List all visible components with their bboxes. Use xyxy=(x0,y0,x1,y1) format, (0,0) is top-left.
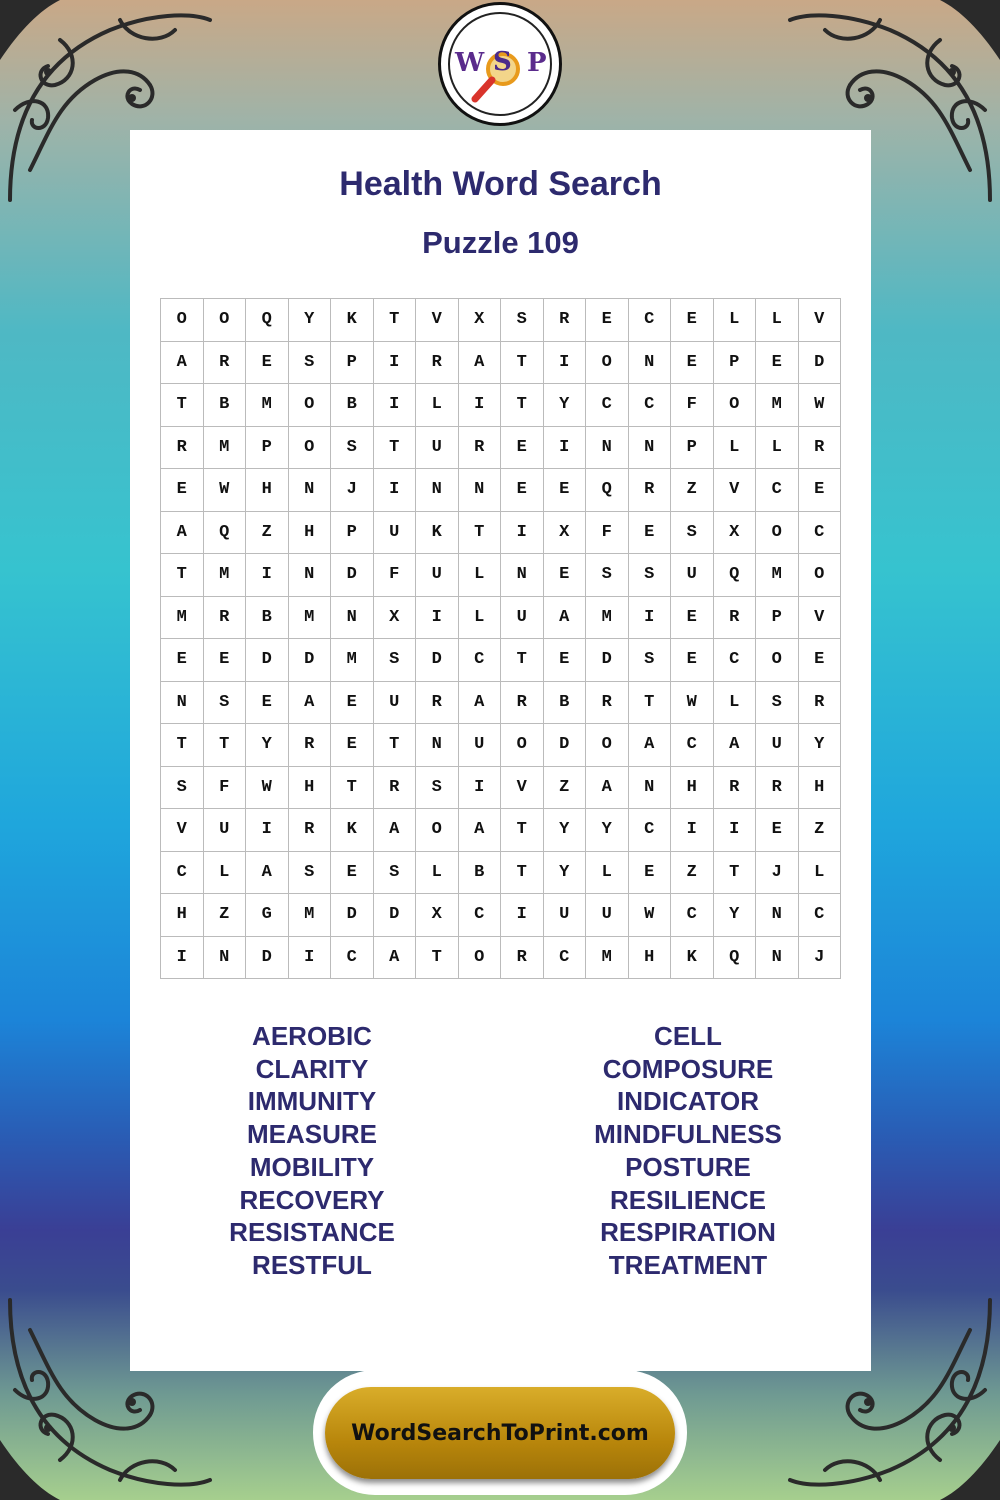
grid-cell[interactable]: T xyxy=(161,554,204,597)
grid-cell[interactable]: U xyxy=(501,597,544,640)
word-item: COMPOSURE xyxy=(602,1053,774,1084)
word-item: MEASURE xyxy=(246,1119,377,1150)
puzzle-number: Puzzle 109 xyxy=(422,225,579,260)
grid-cell[interactable]: O xyxy=(799,554,842,597)
grid-cell[interactable]: C xyxy=(629,809,672,852)
grid-cell[interactable]: A xyxy=(586,767,629,810)
grid-cell[interactable]: H xyxy=(289,767,332,810)
grid-cell[interactable]: F xyxy=(586,512,629,555)
grid-cell[interactable]: W xyxy=(629,894,672,937)
grid-cell[interactable]: I xyxy=(374,342,417,385)
grid-cell[interactable]: L xyxy=(459,597,502,640)
grid-cell[interactable]: X xyxy=(459,299,502,342)
word-item: CELL xyxy=(654,1021,722,1051)
grid-cell[interactable]: Q xyxy=(714,554,757,597)
grid-cell[interactable]: E xyxy=(501,469,544,512)
grid-cell[interactable]: C xyxy=(161,852,204,895)
grid-cell[interactable]: R xyxy=(459,427,502,470)
grid-cell[interactable]: R xyxy=(289,724,332,767)
grid-cell[interactable]: O xyxy=(756,512,799,555)
grid-cell[interactable]: I xyxy=(544,427,587,470)
grid-cell[interactable]: O xyxy=(501,724,544,767)
grid-cell[interactable]: S xyxy=(204,682,247,725)
grid-cell[interactable]: L xyxy=(586,852,629,895)
grid-cell[interactable]: M xyxy=(289,597,332,640)
grid-cell[interactable]: E xyxy=(756,342,799,385)
word-list-right xyxy=(538,1020,838,1282)
grid-cell[interactable]: U xyxy=(756,724,799,767)
grid-cell[interactable]: F xyxy=(374,554,417,597)
word-item: RESTFUL xyxy=(252,1249,372,1280)
grid-cell[interactable]: I xyxy=(459,767,502,810)
grid-cell[interactable]: C xyxy=(714,639,757,682)
grid-cell[interactable]: S xyxy=(629,639,672,682)
grid-cell[interactable]: E xyxy=(629,512,672,555)
word-item: MINDFULNESS xyxy=(594,1119,782,1150)
grid-cell[interactable]: T xyxy=(204,724,247,767)
grid-cell[interactable]: E xyxy=(544,639,587,682)
grid-cell[interactable]: E xyxy=(799,639,842,682)
grid-cell[interactable]: X xyxy=(416,894,459,937)
logo-letter-p: P xyxy=(527,48,547,78)
grid-cell[interactable]: M xyxy=(331,639,374,682)
grid-cell[interactable]: N xyxy=(501,554,544,597)
word-item: RESILIENCE xyxy=(609,1184,767,1215)
grid-cell[interactable]: F xyxy=(204,767,247,810)
grid-cell[interactable]: P xyxy=(714,342,757,385)
grid-cell[interactable]: L xyxy=(204,852,247,895)
grid-cell[interactable]: V xyxy=(799,299,842,342)
grid-cell[interactable]: R xyxy=(204,342,247,385)
grid-cell[interactable]: I xyxy=(246,554,289,597)
grid-cell[interactable]: V xyxy=(799,597,842,640)
grid-cell[interactable]: A xyxy=(544,597,587,640)
grid-cell[interactable]: K xyxy=(331,299,374,342)
grid-cell[interactable]: D xyxy=(331,554,374,597)
grid-cell[interactable]: Y xyxy=(586,809,629,852)
grid-cell[interactable]: T xyxy=(161,724,204,767)
grid-cell[interactable]: U xyxy=(544,894,587,937)
grid-cell[interactable]: W xyxy=(204,469,247,512)
grid-cell[interactable]: C xyxy=(459,894,502,937)
grid-cell[interactable]: H xyxy=(629,937,672,980)
word-list-left xyxy=(162,1020,462,1282)
grid-cell[interactable]: E xyxy=(671,342,714,385)
page-title: Health Word Search xyxy=(339,165,662,203)
grid-cell[interactable]: E xyxy=(331,852,374,895)
grid-cell[interactable]: E xyxy=(204,639,247,682)
grid-cell[interactable]: R xyxy=(289,809,332,852)
grid-cell[interactable]: O xyxy=(289,384,332,427)
grid-cell[interactable]: A xyxy=(246,852,289,895)
grid-cell[interactable]: P xyxy=(331,342,374,385)
grid-cell[interactable]: R xyxy=(714,597,757,640)
grid-cell[interactable]: U xyxy=(374,682,417,725)
grid-cell[interactable]: H xyxy=(799,767,842,810)
grid-cell[interactable]: S xyxy=(161,767,204,810)
grid-cell[interactable]: W xyxy=(799,384,842,427)
grid-cell[interactable]: P xyxy=(246,427,289,470)
grid-cell[interactable]: A xyxy=(629,724,672,767)
grid-cell[interactable]: I xyxy=(416,597,459,640)
grid-cell[interactable]: E xyxy=(586,299,629,342)
grid-cell[interactable]: I xyxy=(714,809,757,852)
grid-cell[interactable]: L xyxy=(756,427,799,470)
grid-cell[interactable]: I xyxy=(374,384,417,427)
grid-cell[interactable]: Q xyxy=(204,512,247,555)
grid-cell[interactable]: A xyxy=(374,809,417,852)
grid-cell[interactable]: C xyxy=(799,512,842,555)
grid-cell[interactable]: M xyxy=(246,384,289,427)
grid-cell[interactable]: H xyxy=(246,469,289,512)
grid-cell[interactable]: S xyxy=(629,554,672,597)
word-item: RESPIRATION xyxy=(600,1217,776,1248)
grid-cell[interactable]: G xyxy=(246,894,289,937)
grid-cell[interactable]: L xyxy=(416,384,459,427)
grid-cell[interactable]: R xyxy=(161,427,204,470)
grid-cell[interactable]: O xyxy=(586,724,629,767)
grid-cell[interactable]: R xyxy=(629,469,672,512)
grid-cell[interactable]: N xyxy=(161,682,204,725)
grid-cell[interactable]: K xyxy=(331,809,374,852)
grid-cell[interactable]: L xyxy=(799,852,842,895)
grid-cell[interactable]: A xyxy=(459,682,502,725)
grid-cell[interactable]: F xyxy=(671,384,714,427)
grid-cell[interactable]: T xyxy=(501,852,544,895)
grid-cell[interactable]: L xyxy=(714,682,757,725)
grid-cell[interactable]: E xyxy=(544,554,587,597)
grid-cell[interactable]: R xyxy=(501,937,544,980)
word-item: RESISTANCE xyxy=(229,1217,395,1248)
grid-cell[interactable]: A xyxy=(161,512,204,555)
grid-cell[interactable]: L xyxy=(459,554,502,597)
grid-cell[interactable]: N xyxy=(204,937,247,980)
grid-cell[interactable]: N xyxy=(416,724,459,767)
grid-cell[interactable]: E xyxy=(161,639,204,682)
grid-cell[interactable]: A xyxy=(714,724,757,767)
grid-cell[interactable]: W xyxy=(671,682,714,725)
grid-cell[interactable]: C xyxy=(629,384,672,427)
grid-cell[interactable]: I xyxy=(671,809,714,852)
grid-cell[interactable]: R xyxy=(416,342,459,385)
grid-cell[interactable]: J xyxy=(331,469,374,512)
grid-cell[interactable]: D xyxy=(246,639,289,682)
logo-letter-s: S xyxy=(493,47,512,77)
grid-cell[interactable]: C xyxy=(331,937,374,980)
grid-cell[interactable]: N xyxy=(756,894,799,937)
grid-cell[interactable]: E xyxy=(331,724,374,767)
grid-cell[interactable]: Y xyxy=(544,809,587,852)
grid-cell[interactable]: R xyxy=(501,682,544,725)
grid-cell[interactable]: M xyxy=(756,384,799,427)
grid-cell[interactable]: E xyxy=(161,469,204,512)
grid-cell[interactable]: O xyxy=(416,809,459,852)
grid-cell[interactable]: Y xyxy=(799,724,842,767)
word-item: INDICATOR xyxy=(616,1086,760,1117)
word-item: MOBILITY xyxy=(249,1151,375,1182)
grid-cell[interactable]: Y xyxy=(714,894,757,937)
grid-cell[interactable]: D xyxy=(416,639,459,682)
grid-cell[interactable]: U xyxy=(204,809,247,852)
grid-cell[interactable]: E xyxy=(671,299,714,342)
grid-cell[interactable]: D xyxy=(331,894,374,937)
grid-cell[interactable]: N xyxy=(629,342,672,385)
grid-cell[interactable]: T xyxy=(374,427,417,470)
grid-cell[interactable]: D xyxy=(289,639,332,682)
grid-cell[interactable]: N xyxy=(586,427,629,470)
grid-cell[interactable]: N xyxy=(331,597,374,640)
grid-cell[interactable]: C xyxy=(586,384,629,427)
grid-cell[interactable]: R xyxy=(756,767,799,810)
grid-cell[interactable]: N xyxy=(629,427,672,470)
grid-cell[interactable]: T xyxy=(501,639,544,682)
grid-cell[interactable]: E xyxy=(671,639,714,682)
grid-cell[interactable]: H xyxy=(671,767,714,810)
grid-cell[interactable]: E xyxy=(501,427,544,470)
grid-cell[interactable]: T xyxy=(374,724,417,767)
grid-cell[interactable]: C xyxy=(756,469,799,512)
grid-cell[interactable]: O xyxy=(204,299,247,342)
grid-cell[interactable]: O xyxy=(161,299,204,342)
grid-cell[interactable]: B xyxy=(204,384,247,427)
grid-cell[interactable]: T xyxy=(459,512,502,555)
grid-cell[interactable]: X xyxy=(714,512,757,555)
grid-cell[interactable]: N xyxy=(416,469,459,512)
puzzle-card xyxy=(130,130,871,1371)
grid-cell[interactable]: S xyxy=(756,682,799,725)
grid-cell[interactable]: P xyxy=(671,427,714,470)
grid-cell[interactable]: E xyxy=(799,469,842,512)
grid-cell[interactable]: J xyxy=(756,852,799,895)
grid-cell[interactable]: E xyxy=(246,682,289,725)
word-item: TREATMENT xyxy=(608,1249,768,1280)
grid-cell[interactable]: X xyxy=(374,597,417,640)
grid-cell[interactable]: N xyxy=(756,937,799,980)
word-item: IMMUNITY xyxy=(247,1086,377,1117)
grid-cell[interactable]: N xyxy=(629,767,672,810)
grid-cell[interactable]: Z xyxy=(246,512,289,555)
grid-cell[interactable]: Q xyxy=(246,299,289,342)
grid-cell[interactable]: S xyxy=(586,554,629,597)
wsp-logo[interactable] xyxy=(438,2,562,126)
grid-cell[interactable]: I xyxy=(459,384,502,427)
grid-cell[interactable]: E xyxy=(671,597,714,640)
grid-cell[interactable]: J xyxy=(799,937,842,980)
grid-cell[interactable]: H xyxy=(161,894,204,937)
grid-cell[interactable]: B xyxy=(246,597,289,640)
grid-cell[interactable]: D xyxy=(374,894,417,937)
grid-cell[interactable]: K xyxy=(671,937,714,980)
grid-cell[interactable]: D xyxy=(586,639,629,682)
grid-cell[interactable]: U xyxy=(416,554,459,597)
grid-cell[interactable]: H xyxy=(289,512,332,555)
grid-cell[interactable]: I xyxy=(501,894,544,937)
grid-cell[interactable]: R xyxy=(586,682,629,725)
grid-cell[interactable]: U xyxy=(671,554,714,597)
grid-cell[interactable]: Y xyxy=(544,852,587,895)
grid-cell[interactable]: Z xyxy=(204,894,247,937)
grid-cell[interactable]: V xyxy=(501,767,544,810)
grid-cell[interactable]: S xyxy=(374,639,417,682)
grid-cell[interactable]: R xyxy=(544,299,587,342)
grid-cell[interactable]: R xyxy=(799,427,842,470)
grid-cell[interactable]: R xyxy=(799,682,842,725)
grid-cell[interactable]: T xyxy=(714,852,757,895)
grid-cell[interactable]: Z xyxy=(671,852,714,895)
grid-cell[interactable]: S xyxy=(501,299,544,342)
grid-cell[interactable]: M xyxy=(586,597,629,640)
grid-cell[interactable]: S xyxy=(416,767,459,810)
grid-cell[interactable]: N xyxy=(459,469,502,512)
grid-cell[interactable]: P xyxy=(756,597,799,640)
grid-cell[interactable]: E xyxy=(544,469,587,512)
grid-cell[interactable]: C xyxy=(799,894,842,937)
letter-grid xyxy=(160,298,841,979)
grid-cell[interactable]: D xyxy=(246,937,289,980)
grid-cell[interactable]: V xyxy=(416,299,459,342)
grid-cell[interactable]: O xyxy=(459,937,502,980)
grid-cell[interactable]: Y xyxy=(246,724,289,767)
grid-cell[interactable]: S xyxy=(331,427,374,470)
grid-cell[interactable]: Z xyxy=(671,469,714,512)
site-link-button[interactable]: WordSearchToPrint.com xyxy=(325,1387,675,1479)
grid-cell[interactable]: C xyxy=(459,639,502,682)
grid-cell[interactable]: I xyxy=(246,809,289,852)
grid-cell[interactable]: I xyxy=(629,597,672,640)
grid-cell[interactable]: U xyxy=(459,724,502,767)
footer-badge xyxy=(313,1370,687,1495)
grid-cell[interactable]: L xyxy=(714,427,757,470)
grid-cell[interactable]: U xyxy=(416,427,459,470)
grid-cell[interactable]: M xyxy=(161,597,204,640)
grid-cell[interactable]: Y xyxy=(544,384,587,427)
grid-cell[interactable]: R xyxy=(714,767,757,810)
grid-cell[interactable]: U xyxy=(374,512,417,555)
grid-cell[interactable]: R xyxy=(416,682,459,725)
grid-cell[interactable]: P xyxy=(331,512,374,555)
grid-cell[interactable]: V xyxy=(714,469,757,512)
word-item: RECOVERY xyxy=(239,1184,385,1215)
grid-cell[interactable]: L xyxy=(416,852,459,895)
grid-cell[interactable]: O xyxy=(586,342,629,385)
grid-cell[interactable]: A xyxy=(289,682,332,725)
grid-cell[interactable]: Z xyxy=(799,809,842,852)
grid-cell[interactable]: O xyxy=(714,384,757,427)
grid-cell[interactable]: A xyxy=(459,809,502,852)
logo-letter-w: W xyxy=(455,48,485,78)
grid-cell[interactable]: T xyxy=(331,767,374,810)
word-item: POSTURE xyxy=(625,1151,751,1182)
grid-cell[interactable]: T xyxy=(501,384,544,427)
grid-cell[interactable]: M xyxy=(204,427,247,470)
grid-cell[interactable]: E xyxy=(629,852,672,895)
grid-cell[interactable]: B xyxy=(331,384,374,427)
grid-cell[interactable]: I xyxy=(501,512,544,555)
grid-cell[interactable]: C xyxy=(629,299,672,342)
grid-cell[interactable]: N xyxy=(289,554,332,597)
grid-cell[interactable]: I xyxy=(374,469,417,512)
grid-cell[interactable]: I xyxy=(161,937,204,980)
grid-cell[interactable]: E xyxy=(756,809,799,852)
grid-cell[interactable]: T xyxy=(374,299,417,342)
grid-cell[interactable]: Y xyxy=(289,299,332,342)
word-item: CLARITY xyxy=(255,1053,369,1084)
grid-cell[interactable]: S xyxy=(289,852,332,895)
grid-cell[interactable]: A xyxy=(374,937,417,980)
grid-cell[interactable]: D xyxy=(799,342,842,385)
grid-cell[interactable]: Z xyxy=(544,767,587,810)
grid-cell[interactable]: M xyxy=(586,937,629,980)
grid-cell[interactable]: O xyxy=(289,427,332,470)
grid-cell[interactable]: B xyxy=(544,682,587,725)
grid-cell[interactable]: I xyxy=(544,342,587,385)
grid-cell[interactable]: A xyxy=(161,342,204,385)
word-item: AEROBIC xyxy=(252,1021,372,1051)
grid-cell[interactable]: S xyxy=(671,512,714,555)
grid-cell[interactable]: T xyxy=(161,384,204,427)
grid-cell[interactable]: M xyxy=(289,894,332,937)
grid-cell[interactable]: Q xyxy=(714,937,757,980)
grid-cell[interactable]: M xyxy=(756,554,799,597)
grid-cell[interactable]: U xyxy=(586,894,629,937)
grid-cell[interactable]: B xyxy=(459,852,502,895)
grid-cell[interactable]: Q xyxy=(586,469,629,512)
grid-cell[interactable]: C xyxy=(544,937,587,980)
grid-cell[interactable]: E xyxy=(331,682,374,725)
grid-cell[interactable]: T xyxy=(416,937,459,980)
grid-cell[interactable]: D xyxy=(544,724,587,767)
grid-cell[interactable]: R xyxy=(374,767,417,810)
grid-cell[interactable]: S xyxy=(289,342,332,385)
grid-cell[interactable]: C xyxy=(671,894,714,937)
grid-cell[interactable]: L xyxy=(756,299,799,342)
grid-cell[interactable]: E xyxy=(246,342,289,385)
grid-cell[interactable]: T xyxy=(501,342,544,385)
grid-cell[interactable]: X xyxy=(544,512,587,555)
grid-cell[interactable]: I xyxy=(289,937,332,980)
grid-cell[interactable]: V xyxy=(161,809,204,852)
grid-cell[interactable]: K xyxy=(416,512,459,555)
grid-cell[interactable]: M xyxy=(204,554,247,597)
grid-cell[interactable]: T xyxy=(501,809,544,852)
grid-cell[interactable]: S xyxy=(374,852,417,895)
grid-cell[interactable]: C xyxy=(671,724,714,767)
grid-cell[interactable]: A xyxy=(459,342,502,385)
grid-cell[interactable]: T xyxy=(629,682,672,725)
grid-cell[interactable]: L xyxy=(714,299,757,342)
grid-cell[interactable]: R xyxy=(204,597,247,640)
grid-cell[interactable]: O xyxy=(756,639,799,682)
grid-cell[interactable]: N xyxy=(289,469,332,512)
grid-cell[interactable]: W xyxy=(246,767,289,810)
